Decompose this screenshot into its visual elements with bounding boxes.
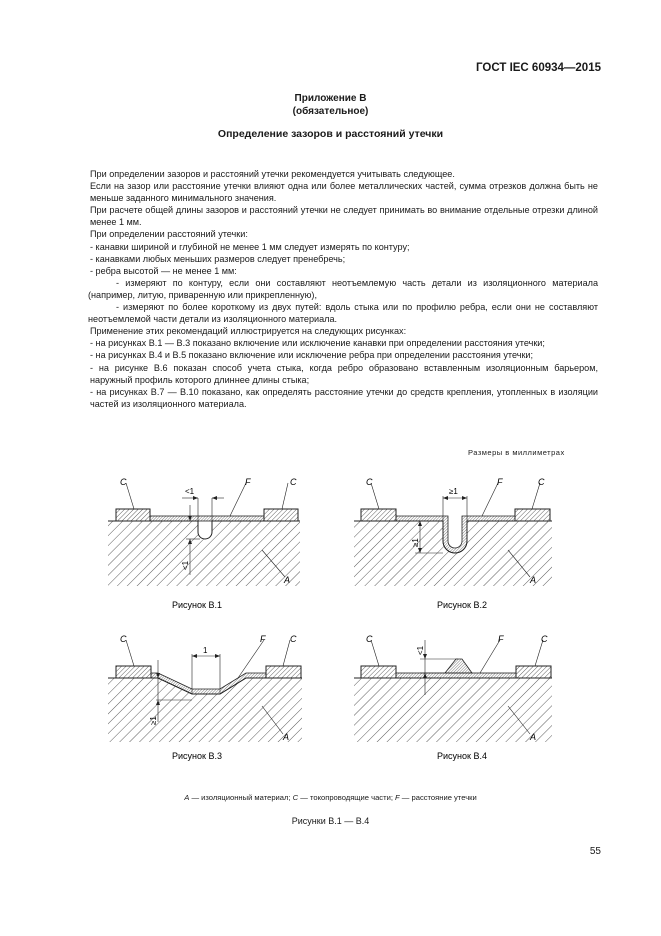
- dim-ge1-vertical: ≥1: [149, 716, 158, 725]
- dim-lt1-vertical: <1: [416, 645, 425, 655]
- legend-key-a: А: [184, 793, 190, 802]
- label-c: C: [541, 634, 548, 644]
- figure-caption: Рисунок В.3: [172, 751, 222, 761]
- legend-key-f: F: [395, 793, 400, 802]
- label-a: A: [283, 732, 290, 742]
- list-item: - на рисунках В.7 — В.10 показано, как определять расстояние утечки до средств крепления, утопленных в изоляции частей из изоляционного материала.: [90, 386, 598, 409]
- paragraph: При определении зазоров и расстояний утечки рекомендуется учитывать следующее.: [90, 169, 455, 179]
- paragraph: При определении расстояний утечки:: [90, 229, 248, 240]
- label-c: C: [290, 634, 297, 644]
- label-a: A: [530, 575, 537, 585]
- legend-key-c: С: [292, 793, 299, 802]
- figure-b3: [108, 634, 302, 742]
- list-item: - измеряют по контуру, если они составляют неотъемлемую часть детали из изоляционного материала (например, литую, приваренную или прикрепленную),: [88, 277, 598, 300]
- figure-b4: [354, 634, 552, 742]
- label-c: C: [366, 634, 373, 644]
- label-f: F: [245, 477, 251, 487]
- list-item: - канавками любых меньших размеров следует пренебречь;: [90, 253, 346, 264]
- list-item: - ребра высотой — не менее 1 мм:: [90, 265, 237, 276]
- paragraph: Применение этих рекомендаций иллюстрируется на следующих рисунках:: [90, 326, 407, 337]
- figure-caption: Рисунок В.4: [437, 751, 487, 761]
- label-c: C: [120, 634, 127, 644]
- label-f: F: [497, 477, 503, 487]
- list-item: - измеряют по более короткому из двух путей: вдоль стыка или по профилю ребра, если они не составляют неотъемлемой части детали из изоляционного материала.: [88, 302, 598, 325]
- dim-lt1-vertical: <1: [181, 560, 190, 570]
- appendix-status: (обязательное): [292, 106, 369, 117]
- label-c: C: [366, 477, 373, 487]
- label-c: C: [538, 477, 545, 487]
- paragraph: Если на зазор или расстояние утечки влияют одна или более металлических частей, сумма отрезков должна быть не меньше заданного минимального значения.: [90, 181, 598, 204]
- figure-caption: Рисунок В.1: [172, 600, 222, 610]
- list-item: - на рисунке В.6 показан способ учета стыка, когда ребро образовано вставленным изоляционным барьером, наружный профиль которого длиннее длины стыка;: [90, 362, 598, 385]
- appendix-title: Приложение В: [294, 93, 367, 104]
- list-item: - на рисунках В.4 и В.5 показано включение или исключение ребра при определении расстояния утечки;: [90, 350, 534, 361]
- dim-lt1: <1: [185, 487, 195, 496]
- figure-caption: Рисунок В.2: [437, 600, 487, 610]
- figure-legend: [0, 793, 661, 802]
- section-title: Определение зазоров и расстояний утечки: [217, 128, 444, 140]
- label-a: A: [530, 732, 537, 742]
- figure-b1: [108, 477, 300, 586]
- label-c: C: [120, 477, 127, 487]
- dim-ge1-vertical: ≥1: [411, 538, 420, 547]
- list-item: - канавки шириной и глубиной не менее 1 мм следует измерять по контуру;: [90, 241, 410, 252]
- legend-text-f: — расстояние утечки: [399, 793, 477, 802]
- label-f: F: [260, 634, 266, 644]
- label-c: C: [290, 477, 297, 487]
- figure-b2: [354, 477, 552, 586]
- dim-ge1: ≥1: [449, 487, 458, 496]
- page-number: 55: [589, 846, 601, 857]
- dimensions-note: Размеры в миллиметрах: [468, 448, 565, 457]
- dim-one: 1: [203, 646, 208, 655]
- label-f: F: [498, 634, 504, 644]
- list-item: - на рисунках В.1 — В.3 показано включение или исключение канавки при определении расстояния утечки;: [90, 338, 545, 349]
- label-a: A: [284, 575, 291, 585]
- figures-group-caption: Рисунки В.1 — В.4: [291, 816, 370, 826]
- standard-code: ГОСТ IEC 60934—2015: [476, 62, 601, 74]
- paragraph: При расчете общей длины зазоров и расстояний утечки не следует принимать во внимание отдельные отрезки длиной менее 1 мм.: [90, 205, 598, 228]
- legend-text-a: — изоляционный материал;: [189, 793, 293, 802]
- legend-text-c: — токопроводящие части;: [298, 793, 396, 802]
